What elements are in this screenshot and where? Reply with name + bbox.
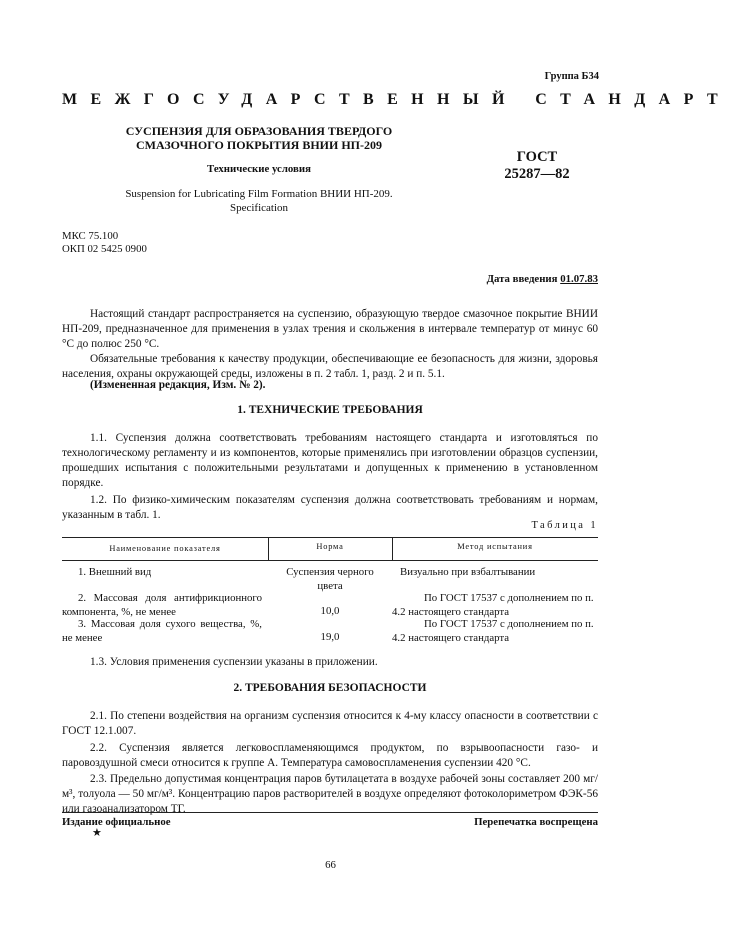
table-cell-name: 1. Внешний вид <box>78 566 152 578</box>
paragraph-2-2: 2.2. Суспензия является легковоспламеняющимся продуктом, по взрывоопасности газо- и паровоздушной смеси относится к группе А. Температура самовоспламенения суспензии 420 °С. <box>62 742 598 769</box>
star-icon: ★ <box>92 827 102 839</box>
title-line-1: СУСПЕНЗИЯ ДЛЯ ОБРАЗОВАНИЯ ТВЕРДОГО <box>125 124 393 138</box>
intro-paragraph-1: Настоящий стандарт распространяется на суспензию, образующую твердое смазочное покрытие ВНИИ НП-209, предназначенное для применения в узлах трения и скольжения в интервале температур от минус 60 °С до полюс 250 °С. <box>62 308 598 350</box>
mks-code: МКС 75.100 <box>62 230 119 242</box>
table-cell-norm: 10,0 <box>320 605 340 617</box>
table-cell-method: Визуально при взбалтывании <box>400 566 536 578</box>
banner: МЕЖГОСУДАРСТВЕННЫЙ СТАНДАРТ <box>62 91 731 108</box>
table-header-cell: Метод испытания <box>457 542 533 551</box>
table-top-rule <box>62 537 598 538</box>
intro-paragraph-2: Обязательные требования к качеству продукции, обеспечивающие ее безопасность для жизни, здоровья населения, охраны окружающей среды, изложены в п. 2 табл. 1, разд. 2 и п. 5.1. <box>62 353 598 380</box>
table-cell-method: По ГОСТ 17537 с дополнением по п. 4.2 настоящего стандарта <box>392 592 594 618</box>
table-header-cell: Наименование показателя <box>109 544 221 553</box>
section-2-title: 2. ТРЕБОВАНИЯ БЕЗОПАСНОСТИ <box>233 682 427 694</box>
section-1-title: 1. ТЕХНИЧЕСКИЕ ТРЕБОВАНИЯ <box>237 404 423 416</box>
english-title-line-1: Suspension for Lubricating Film Formation ВНИИ НП-209. <box>125 188 393 200</box>
gost-number: 25287—82 <box>504 166 570 182</box>
okp-code: ОКП 02 5425 0900 <box>62 243 147 255</box>
table-cell-method: По ГОСТ 17537 с дополнением по п. 4.2 настоящего стандарта <box>392 618 594 644</box>
intro-date <box>487 273 598 285</box>
reprint-prohibited: Перепечатка воспрещена <box>474 816 598 828</box>
table-cell-name: 2. Массовая доля антифрикционного компонента, %, не менее <box>62 592 262 618</box>
official-edition: Издание официальное <box>62 816 171 828</box>
page-number: 66 <box>325 859 336 871</box>
intro-date-value: 01.07.83 <box>560 273 598 285</box>
table-cell-name: 3. Массовая доля сухого вещества, %, не менее <box>62 618 262 644</box>
table-label: Таблица 1 <box>531 520 598 531</box>
english-title-line-2: Specification <box>229 202 289 214</box>
intro-date-label: Дата введения <box>486 273 558 285</box>
group-label: Группа Б34 <box>544 71 599 82</box>
paragraph-2-1: 2.1. По степени воздействия на организм суспензия относится к 4-му классу опасности в соответствии с ГОСТ 12.1.007. <box>62 710 598 737</box>
amendment-note: (Измененная редакция, Изм. № 2). <box>90 379 266 391</box>
paragraph-1-2: 1.2. По физико-химическим показателям суспензия должна соответствовать требованиям и нормам, указанным в табл. 1. <box>62 494 598 521</box>
gost-label: ГОСТ <box>516 149 558 165</box>
paragraph-1-1: 1.1. Суспензия должна соответствовать требованиям настоящего стандарта и изготовляться по технологическому регламенту и из компонентов, которые применялись при изготовлении образцов суспензии, прошедших испытания с положительными результатами и допущенных к применению в установленном порядке. <box>62 432 598 489</box>
table-cell-norm: Суспензия черного цвета <box>286 566 374 592</box>
table-header-cell: Норма <box>316 542 344 551</box>
table-cell-norm: 19,0 <box>320 631 340 643</box>
title-line-2: СМАЗОЧНОГО ПОКРЫТИЯ ВНИИ НП-209 <box>135 138 383 152</box>
subtitle: Технические условия <box>207 163 311 175</box>
footer-rule <box>62 812 598 813</box>
paragraph-2-3: 2.3. Предельно допустимая концентрация паров бутилацетата в воздухе рабочей зоны составляет 200 мг/м³, толуола — 50 мг/м³. Концентрацию паров растворителей в воздухе определяют фотоколориметром ФЭК-56 или газоанализатором ТГ. <box>62 773 598 815</box>
table-header-rule <box>62 560 598 561</box>
paragraph-1-3: 1.3. Условия применения суспензии указаны в приложении. <box>90 656 378 668</box>
